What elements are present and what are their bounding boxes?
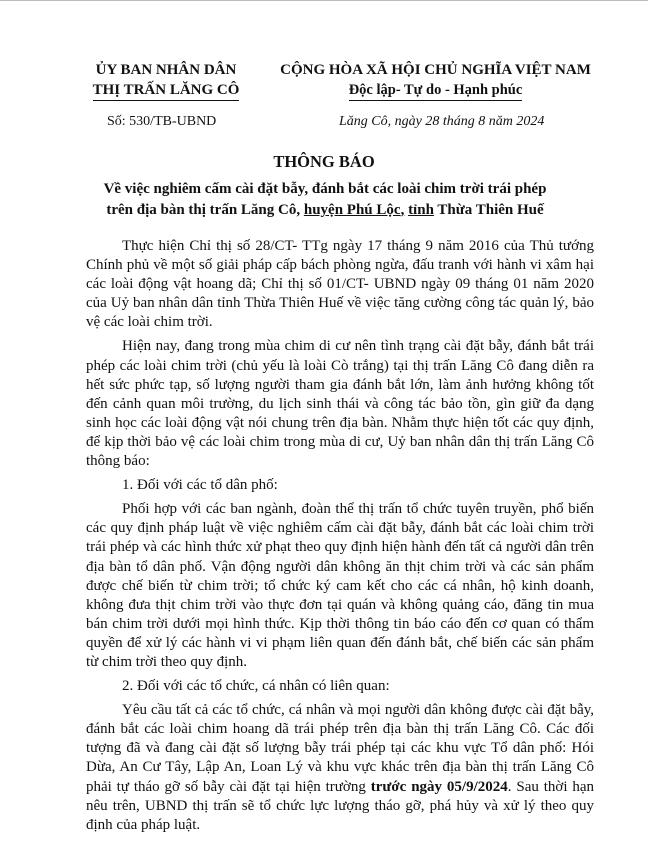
paragraph-situation: Hiện nay, đang trong mùa chim di cư nên tình trạng cài đặt bẫy, đánh bắt trái phép các loài chim trời (chủ yếu là loài Cò trắng) tại thị trấn Lăng Cô đang diễn ra hết sức phức tạp, số lượng người tham gia đánh bắt lớn, làm ảnh hưởng không tốt đến cảnh quan môi trường, du lịch sinh thái và công tác bảo tồn, gìn giữ đa dạng sinh học các loài động vật nói chung trên địa bàn. Nhằm thực hiện tốt các quy định, để kịp thời bảo vệ các loài chim trong mùa di cư, Uỷ ban nhân dân thị trấn Lăng Cô thông báo: xyxy=(86,338,594,470)
document-number: Số: 530/TB-UBND xyxy=(107,114,217,129)
deadline: trước ngày 05/9/2024 xyxy=(370,778,508,795)
document-body xyxy=(86,237,594,835)
document-subtitle xyxy=(90,179,560,221)
top-border xyxy=(0,0,648,1)
subtitle-comma: , xyxy=(400,202,405,218)
document-date: Lăng Cô, ngày 28 tháng 8 năm 2024 xyxy=(339,114,545,129)
subtitle-province-label: tỉnh xyxy=(408,202,434,218)
subtitle-province: Thừa Thiên Huế xyxy=(437,202,544,218)
section-heading-1: 1. Đối với các tổ dân phố: xyxy=(122,477,278,494)
subtitle-part-1: Về việc nghiêm cấm cài đặt bẫy, đánh bắt các loài chim trời trái phép trên địa bàn thị trấn Lăng Cô, xyxy=(103,181,547,218)
issuing-agency xyxy=(66,60,266,101)
paragraph-basis: Thực hiện Chỉ thị số 28/CT- TTg ngày 17 tháng 9 năm 2016 của Thủ tướng Chính phủ về một số giải pháp cấp bách phòng ngừa, đấu tranh với hành vi xâm hại các loài động vật hoang dã; Chỉ thị số 01/CT- UBND ngày 09 tháng 01 năm 2020 của Uỷ ban nhân dân tỉnh Thừa Thiên Huế về việc tăng cường công tác quản lý, bảo vệ các loài chim trời. xyxy=(86,238,594,331)
agency-locality: THỊ TRẤN LĂNG CÔ xyxy=(93,80,240,101)
section-heading-2: 2. Đối với các tổ chức, cá nhân có liên quan: xyxy=(122,678,390,695)
paragraph-organizations-end: . Sau thời hạn nêu trên, UBND thị trấn sẽ tổ chức lực lượng tháo gỡ, phá hủy và xử lý theo quy định của pháp luật. xyxy=(86,778,595,833)
paragraph-organizations xyxy=(86,701,594,835)
national-heading xyxy=(268,60,603,101)
paragraph-organizations-text: Yêu cầu tất cả các tổ chức, cá nhân và mọi người dân không được cài đặt bẫy, đánh bắt các loài chim hoang dã trái phép trên địa bàn thị trấn Lăng Cô. Các đối tượng đã và đang cài đặt số lượng bẫy trái phép tại các khu vực Tổ dân phố: Hói Dừa, An Cư Tây, Lập An, Loan Lý và khu vực khác trên địa bàn thị trấn Lăng Cô phải tự tháo gỡ số bẫy cài đặt tại hiện trường xyxy=(86,702,594,795)
nation-motto: Độc lập- Tự do - Hạnh phúc xyxy=(349,80,523,101)
nation-name: CỘNG HÒA XÃ HỘI CHỦ NGHĨA VIỆT NAM xyxy=(280,62,591,78)
paragraph-residential-groups: Phối hợp với các ban ngành, đoàn thể thị trấn tổ chức tuyên truyền, phổ biến các quy định pháp luật về việc nghiêm cấm cài đặt bẫy, đánh bắt các loài chim trời trái phép và các hình thức xử phạt theo quy định hiện hành đến tất cả người dân trên địa bàn tổ dân phố. Vận động người dân không ăn thịt chim trời và các sản phẩm được chế biến từ chim trời; tổ chức ký cam kết cho các cá nhân, hộ kinh doanh, không đưa thịt chim trời vào thực đơn tại quán và không quảng cáo, đăng tin mua bán chim trời dưới mọi hình thức. Kịp thời thông tin báo cáo đến cơ quan có thẩm quyền để xử lý các hành vi vi phạm liên quan đến đánh bắt, chế biến các sản phẩm từ chim trời theo quy định. xyxy=(86,501,594,670)
subtitle-district: huyện Phú Lộc xyxy=(303,202,401,218)
agency-name: ỦY BAN NHÂN DÂN xyxy=(95,62,237,78)
document-title: THÔNG BÁO xyxy=(273,152,375,171)
